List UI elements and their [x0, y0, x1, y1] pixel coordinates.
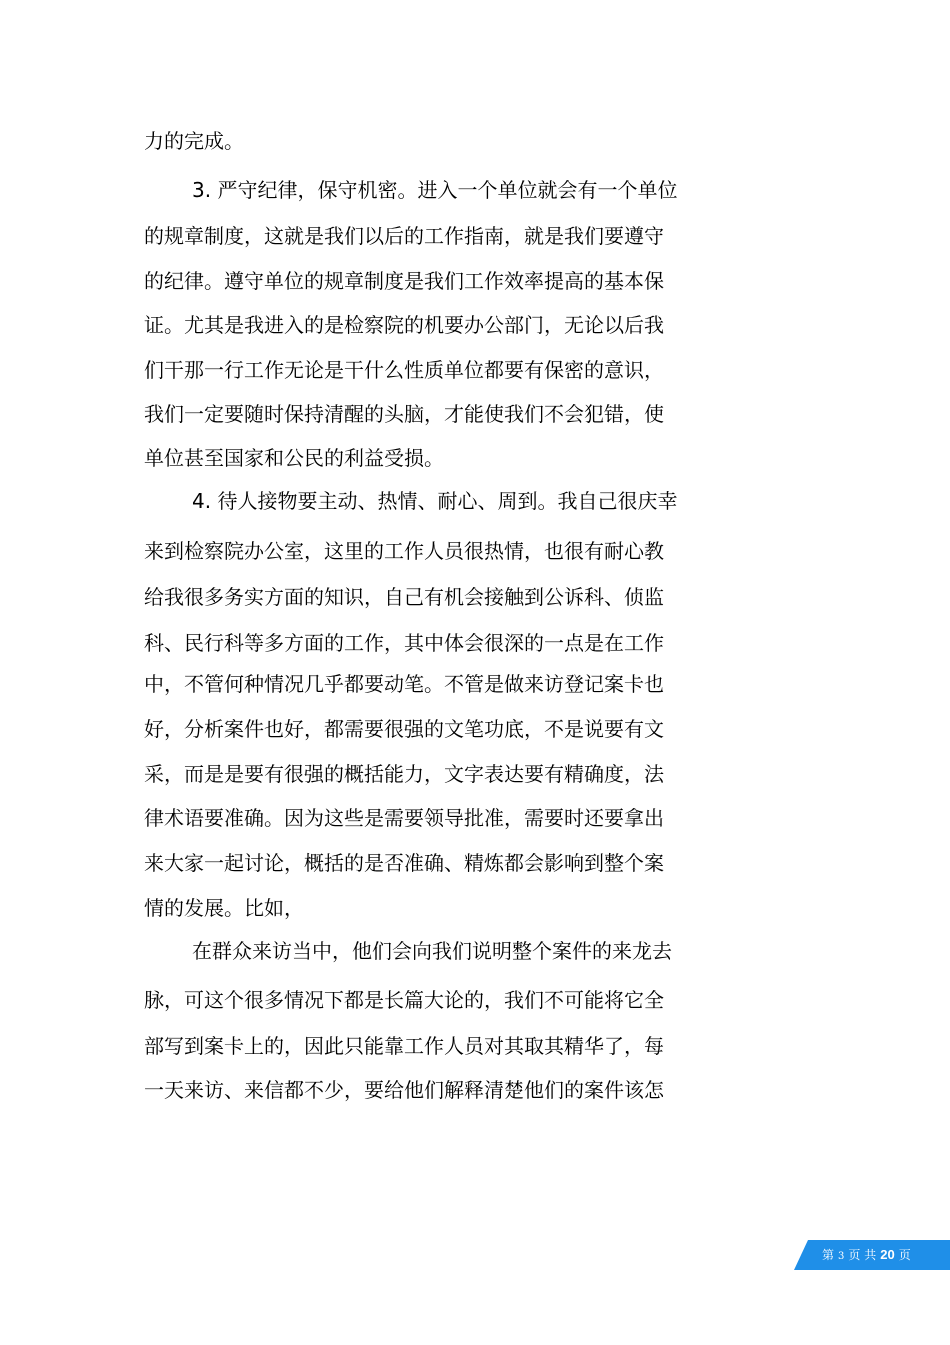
text-line: 3. 严守纪律，保守机密。进入一个单位就会有一个单位	[192, 178, 678, 202]
page-prefix: 第	[822, 1248, 835, 1262]
total-pages-number: 20	[880, 1247, 895, 1262]
text-line: 来大家一起讨论，概括的是否准确、精炼都会影响到整个案	[144, 851, 664, 875]
text-line: 中，不管何种情况几乎都要动笔。不管是做来访登记案卡也	[144, 672, 664, 696]
page-suffix: 页	[898, 1248, 911, 1262]
text-line: 一天来访、来信都不少，要给他们解释清楚他们的案件该怎	[144, 1078, 664, 1102]
text-line: 好，分析案件也好，都需要很强的文笔功底，不是说要有文	[144, 717, 664, 741]
text-line: 采，而是是要有很强的概括能力，文字表达要有精确度，法	[144, 762, 664, 786]
text-line: 4. 待人接物要主动、热情、耐心、周到。我自己很庆幸	[192, 489, 678, 513]
page-middle: 页 共	[848, 1248, 877, 1262]
current-page-number: 3	[838, 1251, 845, 1262]
text-line: 来到检察院办公室，这里的工作人员很热情，也很有耐心教	[144, 539, 664, 563]
text-line: 在群众来访当中，他们会向我们说明整个案件的来龙去	[192, 939, 672, 963]
text-line: 的规章制度，这就是我们以后的工作指南，就是我们要遵守	[144, 224, 664, 248]
page-number-footer	[794, 1240, 950, 1270]
text-line: 的纪律。遵守单位的规章制度是我们工作效率提高的基本保	[144, 269, 664, 293]
page-indicator	[820, 1247, 913, 1265]
text-line: 力的完成。	[144, 129, 244, 153]
text-line: 们干那一行工作无论是干什么性质单位都要有保密的意识，	[144, 358, 664, 382]
text-line: 科、民行科等多方面的工作，其中体会很深的一点是在工作	[144, 631, 664, 655]
text-line: 脉，可这个很多情况下都是长篇大论的，我们不可能将它全	[144, 988, 664, 1012]
text-line: 证。尤其是我进入的是检察院的机要办公部门，无论以后我	[144, 313, 664, 337]
text-line: 我们一定要随时保持清醒的头脑，才能使我们不会犯错，使	[144, 402, 664, 426]
text-line: 给我很多务实方面的知识，自己有机会接触到公诉科、侦监	[144, 585, 664, 609]
text-line: 情的发展。比如，	[144, 896, 304, 920]
text-line: 部写到案卡上的，因此只能靠工作人员对其取其精华了，每	[144, 1034, 664, 1058]
text-line: 律术语要准确。因为这些是需要领导批准，需要时还要拿出	[144, 806, 664, 830]
text-line: 单位甚至国家和公民的利益受损。	[144, 446, 444, 470]
